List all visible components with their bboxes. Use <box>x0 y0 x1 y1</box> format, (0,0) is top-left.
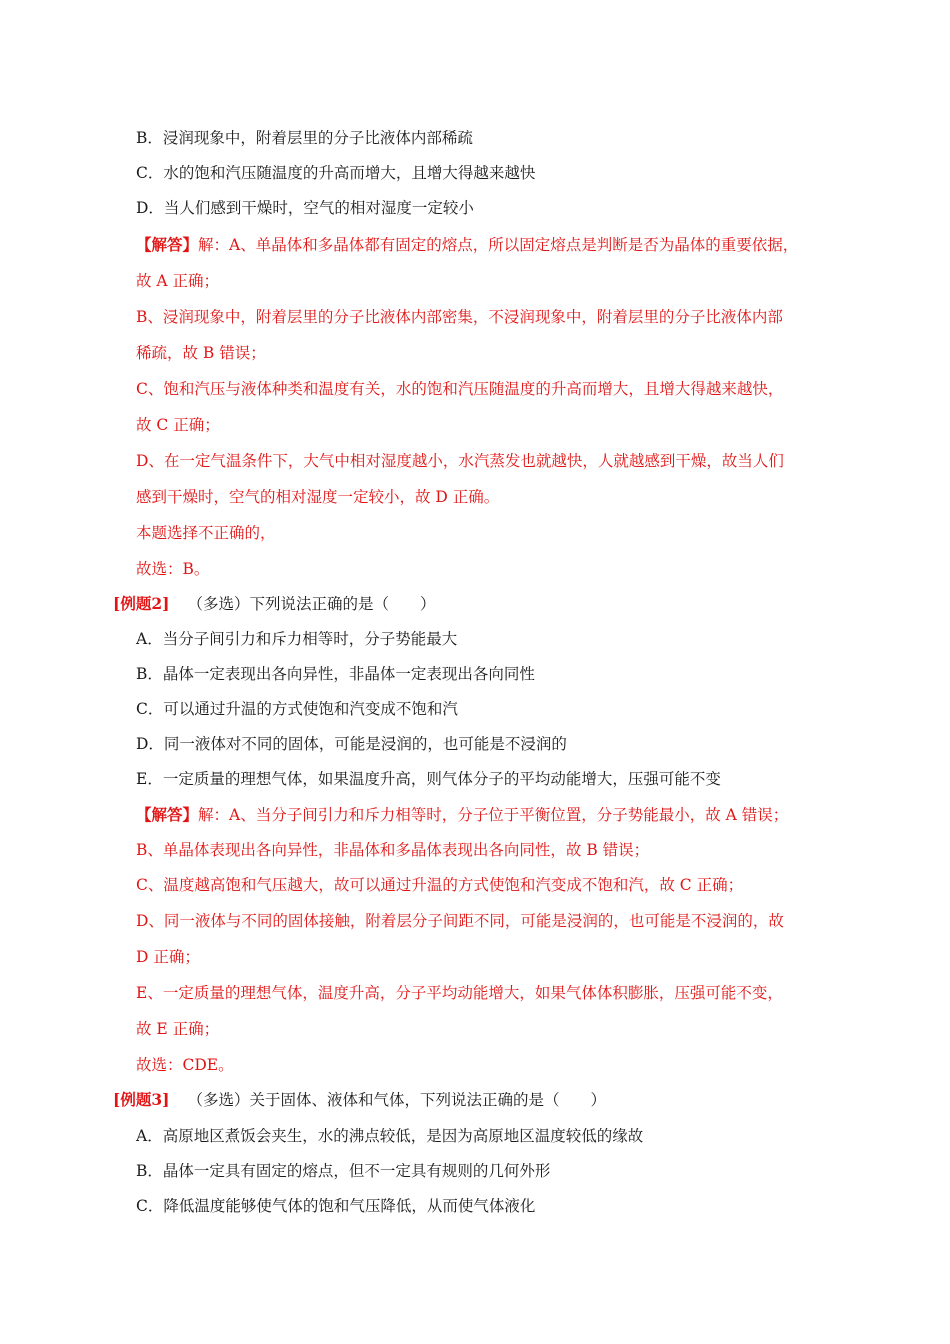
q2-answer-line <box>136 805 788 825</box>
q2-option-d: D．同一液体对不同的固体，可能是浸润的，也可能是不浸润的 <box>136 735 567 753</box>
q1-answer-line: 故选：B。 <box>136 560 210 578</box>
q3-option-b: B．晶体一定具有固定的熔点，但不一定具有规则的几何外形 <box>136 1162 551 1180</box>
q2-answer-line: D 正确； <box>136 948 200 966</box>
q2-answer-line: C、温度越高饱和气压越大，故可以通过升温的方式使饱和汽变成不饱和汽，故 C 正确； <box>136 876 744 894</box>
q2-option-a: A．当分子间引力和斥力相等时，分子势能最大 <box>136 630 458 648</box>
q2-option-c: C．可以通过升温的方式使饱和汽变成不饱和汽 <box>136 700 458 718</box>
q1-option-d: D．当人们感到干燥时，空气的相对湿度一定较小 <box>136 199 474 217</box>
q3-label: [例题3] <box>113 1090 170 1109</box>
q2-answer-line: E、一定质量的理想气体，温度升高，分子平均动能增大，如果气体体积膨胀，压强可能不变， <box>136 984 783 1002</box>
q1-answer-text: 解：A、单晶体和多晶体都有固定的熔点，所以固定熔点是判断是否为晶体的重要依据， <box>198 236 799 254</box>
q1-answer-line: 感到干燥时，空气的相对湿度一定较小，故 D 正确。 <box>136 488 500 506</box>
q2-label: [例题2] <box>113 594 170 613</box>
q3-option-a: A．高原地区煮饭会夹生，水的沸点较低，是因为高原地区温度较低的缘故 <box>136 1127 644 1145</box>
q1-answer-line: 稀疏，故 B 错误； <box>136 344 266 362</box>
q1-option-c: C．水的饱和汽压随温度的升高而增大，且增大得越来越快 <box>136 164 536 182</box>
q3-option-c: C．降低温度能够使气体的饱和气压降低，从而使气体液化 <box>136 1197 536 1215</box>
q2-stem-text: （多选）下列说法正确的是（ ） <box>187 595 436 613</box>
q1-option-b: B．浸润现象中，附着层里的分子比液体内部稀疏 <box>136 129 473 147</box>
q1-answer-line: 本题选择不正确的， <box>136 524 276 542</box>
q1-answer-line: B、浸润现象中，附着层里的分子比液体内部密集，不浸润现象中，附着层里的分子比液体内部 <box>136 308 783 326</box>
answer-tag: 【解答】 <box>136 235 199 254</box>
q2-answer-line: 故选：CDE。 <box>136 1056 234 1074</box>
q1-answer-line: D、在一定气温条件下，大气中相对湿度越小，水汽蒸发也就越快，人就越感到干燥，故当人们 <box>136 452 784 470</box>
q2-answer-text: 解：A、当分子间引力和斥力相等时，分子位于平衡位置，分子势能最小，故 A 错误； <box>198 806 789 824</box>
q1-answer-line: C、饱和汽压与液体种类和温度有关，水的饱和汽压随温度的升高而增大，且增大得越来越快， <box>136 380 784 398</box>
q3-stem <box>113 1090 606 1110</box>
q2-answer-line: B、单晶体表现出各向异性，非晶体和多晶体表现出各向同性，故 B 错误； <box>136 841 650 859</box>
q1-answer-line: 故 A 正确； <box>136 272 220 290</box>
q2-option-b: B．晶体一定表现出各向异性，非晶体一定表现出各向同性 <box>136 665 535 683</box>
q1-answer-line: 故 C 正确； <box>136 416 220 434</box>
q2-answer-line: D、同一液体与不同的固体接触，附着层分子间距不同，可能是浸润的，也可能是不浸润的，故 <box>136 912 784 930</box>
q1-answer-line <box>136 235 798 255</box>
q2-stem <box>113 594 435 614</box>
q2-option-e: E．一定质量的理想气体，如果温度升高，则气体分子的平均动能增大，压强可能不变 <box>136 770 721 788</box>
q2-answer-line: 故 E 正确； <box>136 1020 220 1038</box>
answer-tag: 【解答】 <box>136 805 199 824</box>
q3-stem-text: （多选）关于固体、液体和气体，下列说法正确的是（ ） <box>187 1091 606 1109</box>
